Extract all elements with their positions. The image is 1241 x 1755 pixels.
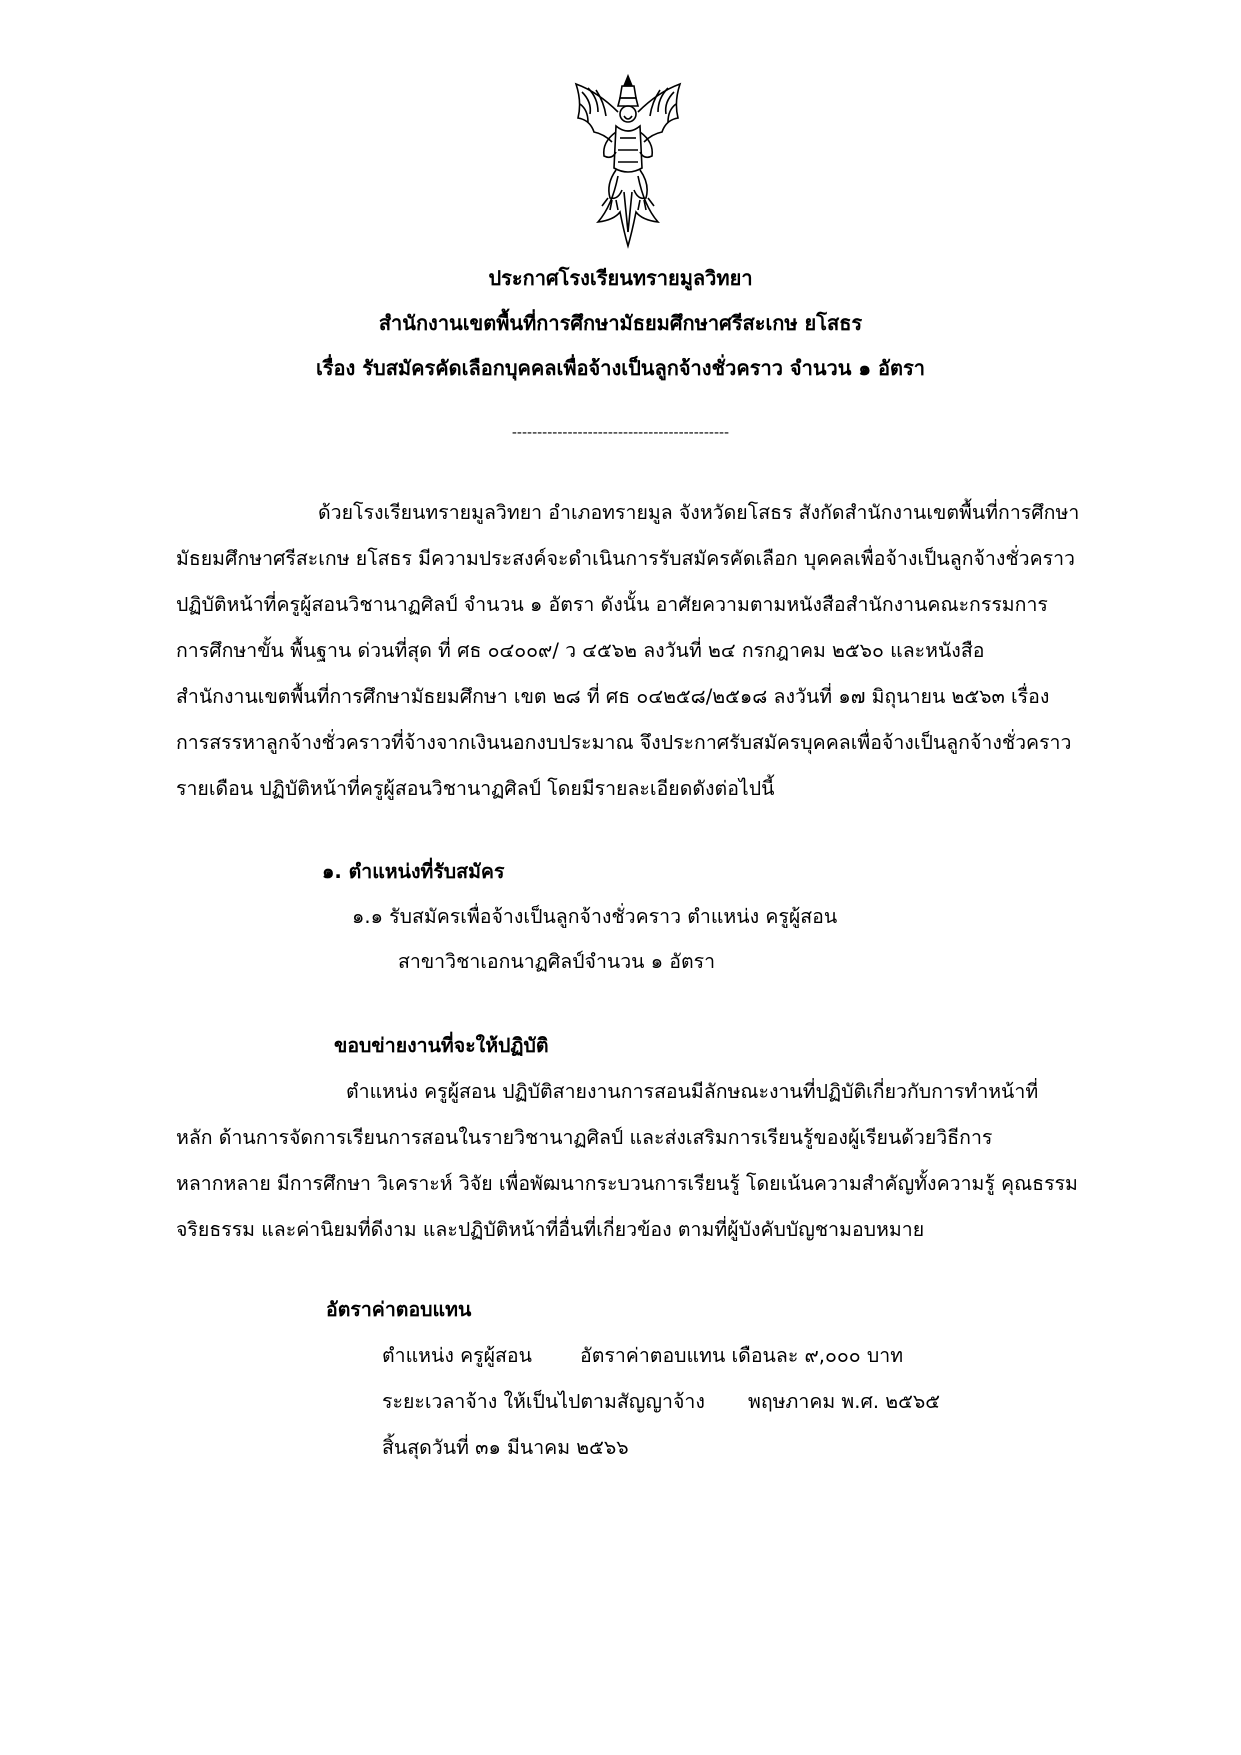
intro-line: มัธยมศึกษาศรีสะเกษ ยโสธร มีความประสงค์จะดำเนินการรับสมัครคัดเลือก บุคคลเพื่อจ้างเป็นลูกจ้างชั่วคราว — [176, 547, 1075, 570]
announcement-title: ประกาศโรงเรียนทรายมูลวิทยา — [488, 266, 753, 290]
intro-line: รายเดือน ปฏิบัติหน้าที่ครูผู้สอนวิชานาฏศิลป์ โดยมีรายละเอียดดังต่อไปนี้ — [176, 777, 775, 800]
intro-line: ด้วยโรงเรียนทรายมูลวิทยา อำเภอทรายมูล จังหวัดยโสธร สังกัดสำนักงานเขตพื้นที่การศึกษา — [318, 501, 1080, 524]
position-heading: ๑. ตำแหน่งที่รับสมัคร — [322, 860, 505, 883]
employment-period: ระยะเวลาจ้าง ให้เป็นไปตามสัญญาจ้าง — [382, 1390, 705, 1413]
scope-line: หลัก ด้านการจัดการเรียนการสอนในรายวิชานาฏศิลป์ และส่งเสริมการเรียนรู้ของผู้เรียนด้วยวิธีการ — [176, 1126, 993, 1149]
office-title: สำนักงานเขตพื้นที่การศึกษามัธยมศึกษาศรีสะเกษ ยโสธร — [378, 311, 863, 335]
scope-line: ตำแหน่ง ครูผู้สอน ปฏิบัติสายงานการสอนมีลักษณะงานที่ปฏิบัติเกี่ยวกับการทำหน้าที่ — [346, 1080, 1039, 1103]
compensation-position: ตำแหน่ง ครูผู้สอน — [382, 1344, 532, 1367]
position-item: ๑.๑ รับสมัครเพื่อจ้างเป็นลูกจ้างชั่วคราว ตำแหน่ง ครูผู้สอน — [352, 905, 838, 928]
scope-line: หลากหลาย มีการศึกษา วิเคราะห์ วิจัย เพื่อพัฒนากระบวนการเรียนรู้ โดยเน้นความสำคัญทั้งความรู้ คุณธรรม — [176, 1172, 1078, 1195]
compensation-rate: อัตราค่าตอบแทน เดือนละ ๙,๐๐๐ บาท — [580, 1344, 904, 1367]
intro-line: สำนักงานเขตพื้นที่การศึกษามัธยมศึกษา เขต ๒๘ ที่ ศธ ๐๔๒๕๘/๒๕๑๘ ลงวันที่ ๑๗ มิถุนายน ๒๕๖๓ เรื่อง — [176, 685, 1050, 708]
scope-heading: ขอบข่ายงานที่จะให้ปฏิบัติ — [334, 1034, 549, 1057]
separator-line: ------------------------------------------- — [511, 425, 730, 441]
employment-end: สิ้นสุดวันที่ ๓๑ มีนาคม ๒๕๖๖ — [382, 1436, 629, 1459]
intro-line: ปฏิบัติหน้าที่ครูผู้สอนวิชานาฏศิลป์ จำนวน ๑ อัตรา ดังนั้น อาศัยความตามหนังสือสำนักงานคณะกรรมการ — [176, 593, 1048, 616]
garuda-emblem-icon — [568, 72, 688, 250]
subject-title: เรื่อง รับสมัครคัดเลือกบุคคลเพื่อจ้างเป็นลูกจ้างชั่วคราว จำนวน ๑ อัตรา — [315, 356, 926, 380]
intro-line: การสรรหาลูกจ้างชั่วคราวที่จ้างจากเงินนอกงบประมาณ จึงประกาศรับสมัครบุคคลเพื่อจ้างเป็นลูกจ้างชั่วคราว — [176, 731, 1072, 754]
position-item-sub: สาขาวิชาเอกนาฏศิลป์จำนวน ๑ อัตรา — [398, 950, 716, 973]
employment-start: พฤษภาคม พ.ศ. ๒๕๖๕ — [748, 1390, 940, 1413]
scope-line: จริยธรรม และค่านิยมที่ดีงาม และปฏิบัติหน้าที่อื่นที่เกี่ยวข้อง ตามที่ผู้บังคับบัญชามอบหมาย — [176, 1218, 925, 1241]
intro-line: การศึกษาขั้น พื้นฐาน ด่วนที่สุด ที่ ศธ ๐๔๐๐๙/ ว ๔๕๖๒ ลงวันที่ ๒๔ กรกฎาคม ๒๕๖๐ และหนังสือ — [176, 639, 985, 662]
compensation-heading: อัตราค่าตอบแทน — [326, 1298, 472, 1321]
